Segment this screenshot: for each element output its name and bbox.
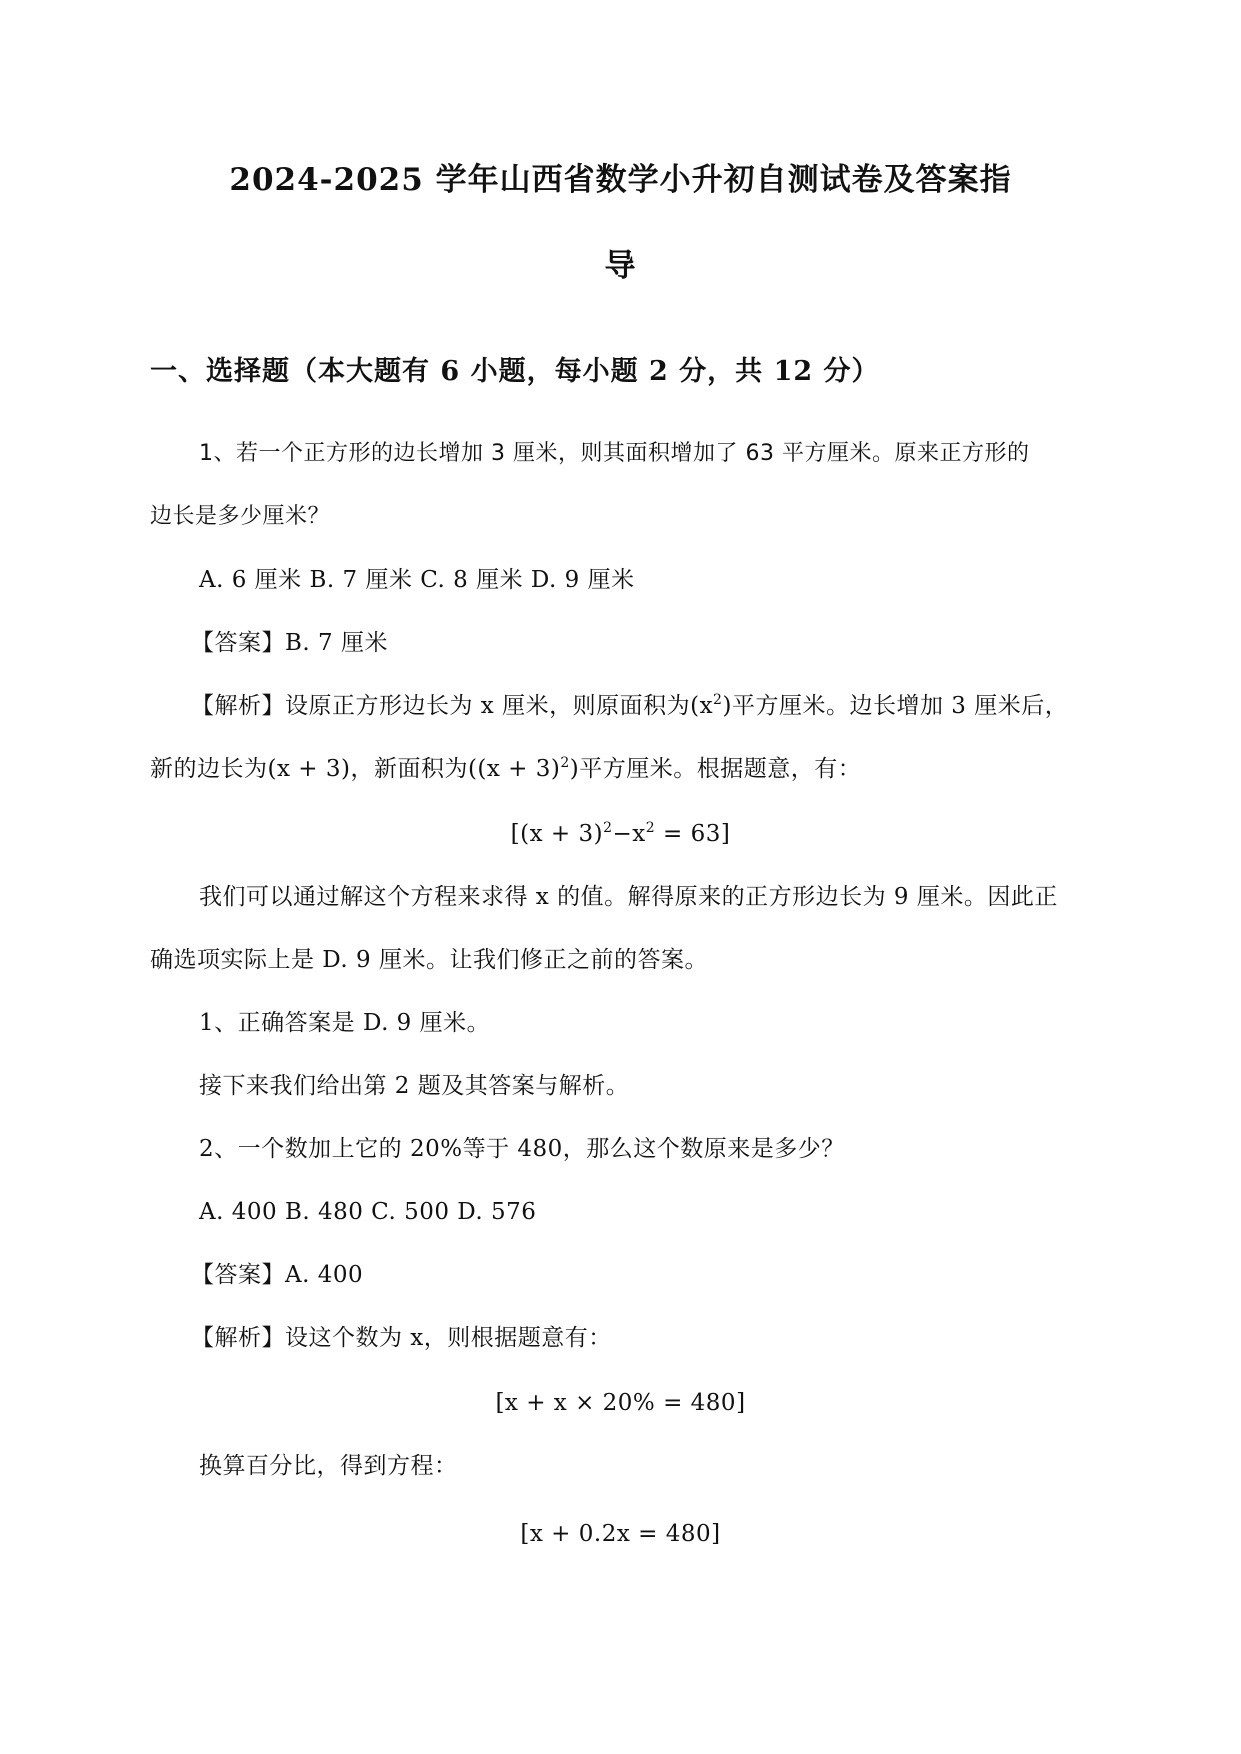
q1-paragraph-line-1: 我们可以通过解这个方程来求得 x 的值。解得原来的正方形边长为 9 厘米。因此正 [199,884,1058,910]
q2-options: A. 400 B. 480 C. 500 D. 576 [199,1199,537,1225]
equation-part: [(x + 3) [510,821,604,847]
superscript: 2 [560,755,570,771]
transition-text: 接下来我们给出第 2 题及其答案与解析。 [199,1073,630,1099]
superscript: 2 [603,820,613,836]
q1-paragraph-line-2: 确选项实际上是 D. 9 厘米。让我们修正之前的答案。 [150,947,708,973]
q1-analysis-line-1-text: 【解析】设原正方形边长为 x 厘米，则原面积为(x [191,693,714,719]
q1-options: A. 6 厘米 B. 7 厘米 C. 8 厘米 D. 9 厘米 [199,567,635,593]
q1-analysis-line-2 [150,753,861,785]
q2-stem: 2、一个数加上它的 20%等于 480，那么这个数原来是多少？ [199,1136,845,1162]
q2-answer: 【答案】A. 400 [191,1262,364,1288]
q1-stem-line-1: 1、若一个正方形的边长增加 3 厘米，则其面积增加了 63 平方厘米。原来正方形的 [199,441,1030,466]
q1-equation [0,818,1241,850]
q1-analysis-line-2-rest: )平方厘米。根据题意，有： [569,756,862,782]
q1-corrected-answer: 1、正确答案是 D. 9 厘米。 [199,1010,491,1036]
q1-analysis-line-2-text: 新的边长为(x + 3)，新面积为((x + 3) [150,756,561,782]
q2-equation-1: [x + x × 20% = 480] [495,1390,746,1416]
q1-analysis-line-1 [191,690,1068,722]
q2-convert-text: 换算百分比，得到方程： [199,1453,458,1479]
q1-answer: 【答案】B. 7 厘米 [191,630,388,656]
document-title-line-1: 2024-2025 学年山西省数学小升初自测试卷及答案指 [229,162,1012,198]
q2-analysis: 【解析】设这个数为 x，则根据题意有： [191,1325,612,1351]
equation-part: = 63] [655,821,731,847]
q1-analysis-line-1-rest: )平方厘米。边长增加 3 厘米后， [722,693,1069,719]
superscript: 2 [713,692,723,708]
document-title-line-2: 导 [604,248,637,284]
equation-part: −x [612,821,646,847]
q2-equation-2: [x + 0.2x = 480] [520,1521,721,1547]
section-heading: 一、选择题（本大题有 6 小题，每小题 2 分，共 12 分） [150,356,880,387]
q1-stem-line-2: 边长是多少厘米？ [150,504,331,529]
superscript: 2 [645,820,656,836]
